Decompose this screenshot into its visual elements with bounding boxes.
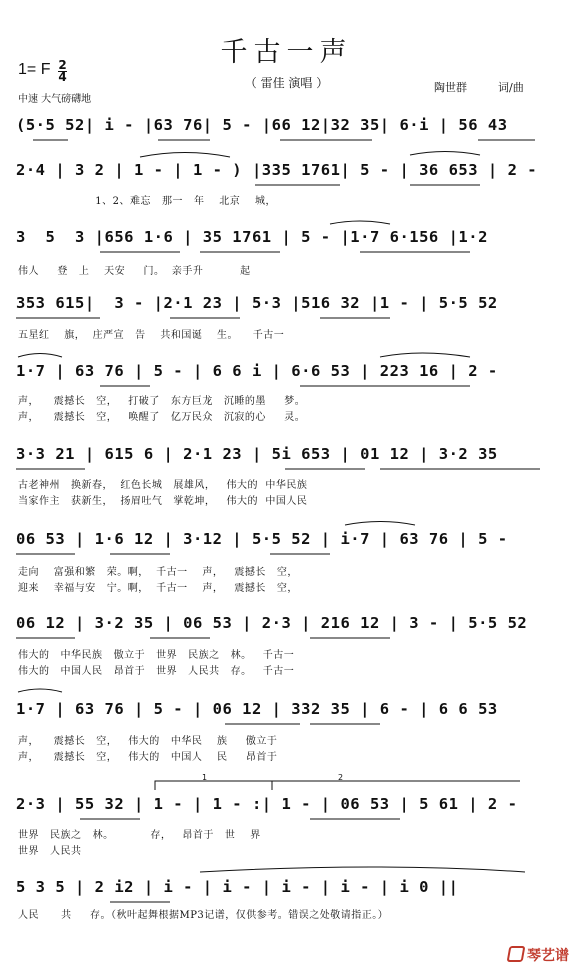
lyric-line: 声， 震撼长 空， 唤醒了 亿万民众 沉寂的心 灵。 <box>18 412 306 423</box>
lyric-line: 伟大的 中国人民 昂首于 世界 人民共 存。 千古一 <box>18 666 295 677</box>
row-notes: 5 3 5 | 2 i2 | i - | i - | i - | i - | i 0 || <box>16 878 459 896</box>
volta-1-label: 1 <box>202 773 208 782</box>
score-row-10 <box>16 795 561 819</box>
slur <box>330 221 390 224</box>
lyric-line: 伟大的 中华民族 傲立于 世界 民族之 林。 千古一 <box>18 650 295 661</box>
time-sig-top: 2 <box>58 58 67 72</box>
words-music-label: 词/曲 <box>498 81 524 94</box>
qinyipu-logo-icon <box>507 946 526 962</box>
volta-2-label: 2 <box>338 773 344 782</box>
lyric-line: 世界 人民共 <box>18 846 82 857</box>
slur <box>380 353 470 357</box>
lyric-line: 伟人 登 上 天安 门。 亲手升 起 <box>18 266 251 277</box>
lyric-line: 世界 民族之 林。 存， 昂首于 世 界 <box>18 830 261 841</box>
row-notes: 1·7 | 63 76 | 5 - | 6 6 i | 6·6 53 | 223 16 | 2 - <box>16 362 498 380</box>
lyric-line: 迎来 幸福与安 宁。啊， 千古一 声， 震撼长 空， <box>18 583 298 594</box>
score-row-4 <box>16 294 561 318</box>
score-row-2 <box>16 161 561 185</box>
row-notes: 06 12 | 3·2 35 | 06 53 | 2·3 | 216 12 | 3 - | 5·5 52 <box>16 614 528 632</box>
time-sig-bottom: 4 <box>58 70 67 84</box>
time-signature <box>58 60 67 83</box>
row-notes: 353 615| 3 - |2·1 23 | 5·3 |516 32 |1 - | 5·5 52 <box>16 294 498 312</box>
row-notes: 3·3 21 | 615 6 | 2·1 23 | 5i 653 | 01 12 | 3·2 35 <box>16 445 498 463</box>
lyric-line: 声， 震撼长 空， 伟大的 中国人 民 昂首于 <box>18 752 278 763</box>
lyric-line: 声， 震撼长 空， 伟大的 中华民 族 傲立于 <box>18 736 278 747</box>
tempo-marking: 中速 大气磅礴地 <box>18 94 92 105</box>
lyric-line: 1、2、难忘 那一 年 北京 城， <box>18 196 276 207</box>
site-logo <box>508 945 569 965</box>
slur <box>18 354 62 358</box>
logo-text: 琴艺谱 <box>527 948 569 964</box>
row-notes: (5·5 52| i - |63 76| 5 - |66 12|32 35| 6·i | 56 43 <box>16 116 508 134</box>
score-row-9 <box>16 700 561 724</box>
lyric-line: 古老神州 换新春， 红色长城 展雄风， 伟大的 中华民族 <box>18 480 308 491</box>
score-row-7 <box>16 530 561 554</box>
lyric-line: 走向 富强和繁 荣。啊， 千古一 声， 震撼长 空， <box>18 567 298 578</box>
score-row-11 <box>16 878 561 902</box>
page-title: 千古一声 <box>220 37 353 68</box>
slur <box>410 152 480 156</box>
row-notes: 06 53 | 1·6 12 | 3·12 | 5·5 52 | i·7 | 63 76 | 5 - <box>16 530 508 548</box>
score-row-6 <box>16 445 561 469</box>
lyric-line: 人民 共 存。（秋叶起舞根据MP3记谱，仅供参考。错误之处敬请指正。） <box>18 910 389 921</box>
author-name: 陶世群 <box>434 81 467 94</box>
volta-2-bracket <box>272 781 520 790</box>
lyric-line: 声， 震撼长 空， 打破了 东方巨龙 沉睡的墨 梦。 <box>18 396 306 407</box>
row-notes: 1·7 | 63 76 | 5 - | 06 12 | 332 35 | 6 - | 6 6 53 <box>16 700 498 718</box>
score-row-3 <box>16 228 561 252</box>
singer-credit: （ 雷佳 演唱 ） <box>244 76 329 90</box>
key-signature: 1= F <box>18 61 51 78</box>
slur <box>18 689 62 692</box>
lyric-line: 五星红 旗， 庄严宣 告 共和国诞 生。 千古一 <box>18 330 285 341</box>
slur <box>140 153 230 158</box>
row-notes: 2·3 | 55 32 | 1 - | 1 - :| 1 - | 06 53 | 5 61 | 2 - <box>16 795 518 813</box>
lyric-line: 当家作主 获新生， 扬眉吐气 掌乾坤， 伟大的 中国人民 <box>18 496 308 507</box>
score-row-5 <box>16 362 561 386</box>
slur <box>345 522 415 526</box>
score-row-8 <box>16 614 561 638</box>
row-notes: 2·4 | 3 2 | 1 - | 1 - ) |335 1761| 5 - | 36 653 | 2 - <box>16 161 538 179</box>
row-notes: 3 5 3 |656 1·6 | 35 1761 | 5 - |1·7 6·156 |1·2 <box>16 228 488 246</box>
score-row-1 <box>16 116 561 140</box>
volta-1-bracket <box>155 781 272 790</box>
slur <box>200 867 525 872</box>
